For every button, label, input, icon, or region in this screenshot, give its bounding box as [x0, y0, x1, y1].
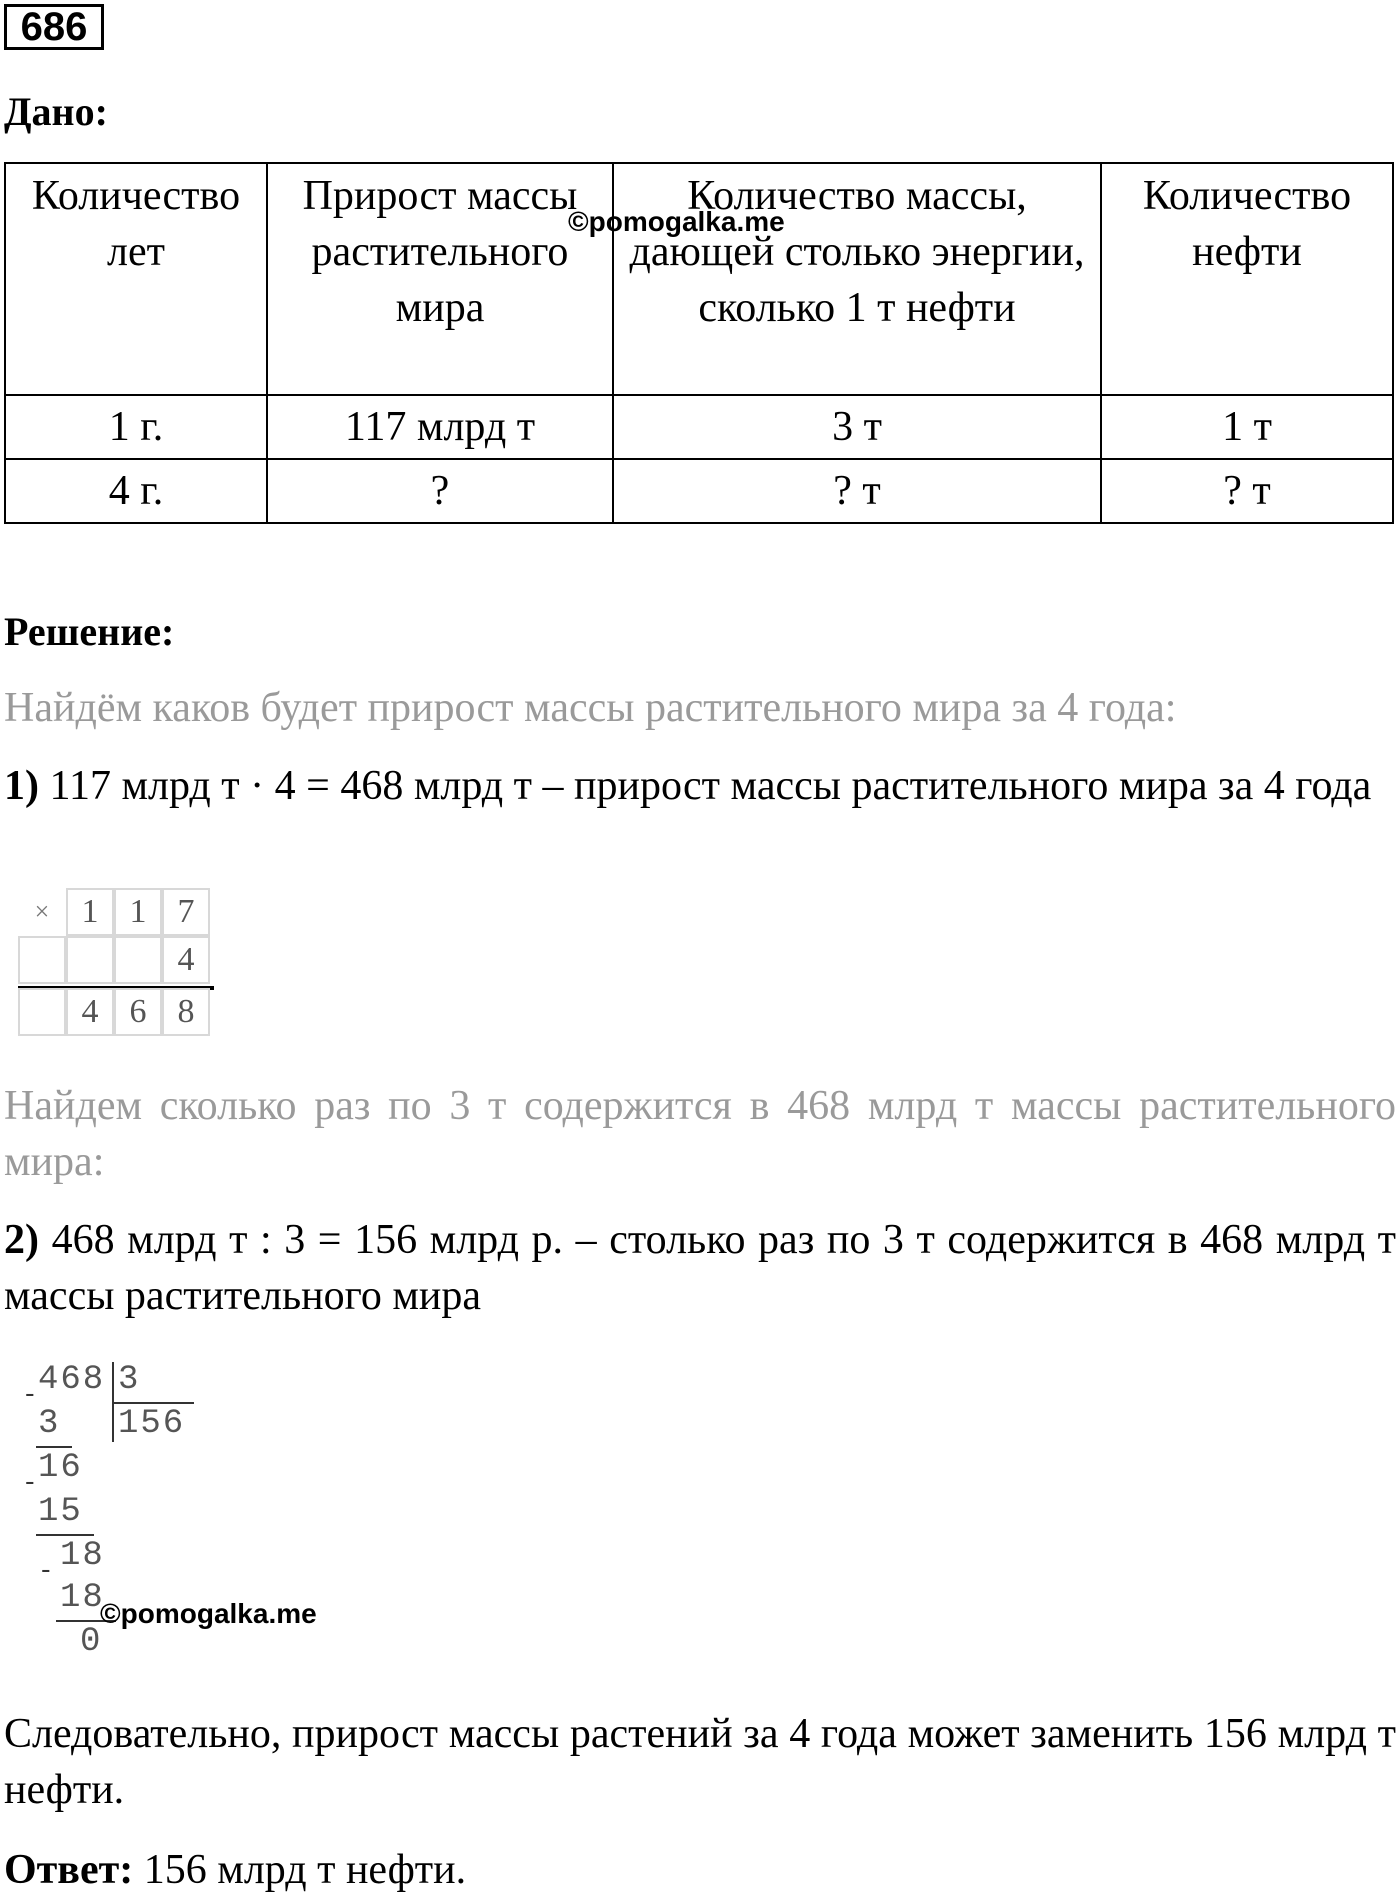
- conclusion: Следовательно, прирост массы растений за 4 года может заменить 156 млрд т нефти.: [4, 1711, 1396, 1813]
- solution-heading: Решение:: [4, 609, 175, 654]
- grid-digit: 4: [66, 988, 114, 1036]
- grid-digit: 7: [162, 888, 210, 936]
- cell: ? т: [613, 459, 1101, 523]
- grid-digit: 8: [162, 988, 210, 1036]
- step2-intro: Найдем сколько раз по 3 т содержится в 468 млрд т массы растительного мира:: [4, 1083, 1396, 1185]
- grid-digit: [18, 936, 66, 984]
- dividend: 468: [38, 1361, 106, 1399]
- cell: 117 млрд т: [267, 395, 613, 459]
- grid-digit: 6: [114, 988, 162, 1036]
- divisor: 3: [118, 1361, 141, 1399]
- step2-text: [4, 1212, 1396, 1324]
- grid-digit: 4: [162, 936, 210, 984]
- cell: 3 т: [613, 395, 1101, 459]
- header-equivalent-mass: Количество массы, дающей столько энергии, сколько 1 т нефти: [613, 163, 1101, 395]
- given-heading: Дано:: [4, 89, 108, 134]
- multiplication-grid: [18, 888, 214, 1036]
- minus-sign: -: [38, 1556, 54, 1586]
- grid-digit: [114, 936, 162, 984]
- grid-digit: [18, 988, 66, 1036]
- grid-digit: [66, 936, 114, 984]
- answer: [4, 1842, 1396, 1898]
- step2-number: 2): [4, 1217, 39, 1263]
- division-step: 18: [60, 1537, 105, 1575]
- division-step: 15: [38, 1493, 83, 1531]
- task-number: 686: [4, 4, 104, 50]
- division-step: 16: [38, 1449, 83, 1487]
- step1-text: [4, 758, 1396, 814]
- division-step: 18: [60, 1579, 105, 1617]
- cell: ? т: [1101, 459, 1393, 523]
- cell: 1 т: [1101, 395, 1393, 459]
- header-years: Количество лет: [5, 163, 267, 395]
- header-growth: Прирост массы растительного мира: [267, 163, 613, 395]
- step2-expression: 468 млрд т : 3 = 156 млрд р. – столько раз по 3 т содержится в 468 млрд т массы растительного мира: [4, 1217, 1396, 1319]
- answer-text: 156 млрд т нефти.: [133, 1847, 467, 1893]
- table-header-row: [5, 163, 1393, 395]
- step1-intro: Найдём каков будет прирост массы растительного мира за 4 года:: [4, 685, 1177, 731]
- cell: 1 г.: [5, 395, 267, 459]
- watermark: ©pomogalka.me: [568, 206, 785, 237]
- minus-sign: -: [22, 1380, 38, 1410]
- table-row: [5, 459, 1393, 523]
- multiply-sign: ×: [34, 897, 50, 926]
- step1-number: 1): [4, 763, 39, 809]
- header-oil: Количество нефти: [1101, 163, 1393, 395]
- answer-label: Ответ:: [4, 1847, 134, 1893]
- division-step: 3: [38, 1405, 61, 1443]
- cell: ?: [267, 459, 613, 523]
- cell: 4 г.: [5, 459, 267, 523]
- minus-sign: -: [22, 1468, 38, 1498]
- watermark: ©pomogalka.me: [100, 1598, 317, 1629]
- grid-digit: 1: [66, 888, 114, 936]
- step1-expression: 117 млрд т · 4 = 468 млрд т – прирост массы растительного мира за 4 года: [39, 763, 1372, 809]
- division-remainder: 0: [80, 1623, 103, 1661]
- table-row: [5, 395, 1393, 459]
- grid-digit: 1: [114, 888, 162, 936]
- quotient: 156: [118, 1405, 186, 1443]
